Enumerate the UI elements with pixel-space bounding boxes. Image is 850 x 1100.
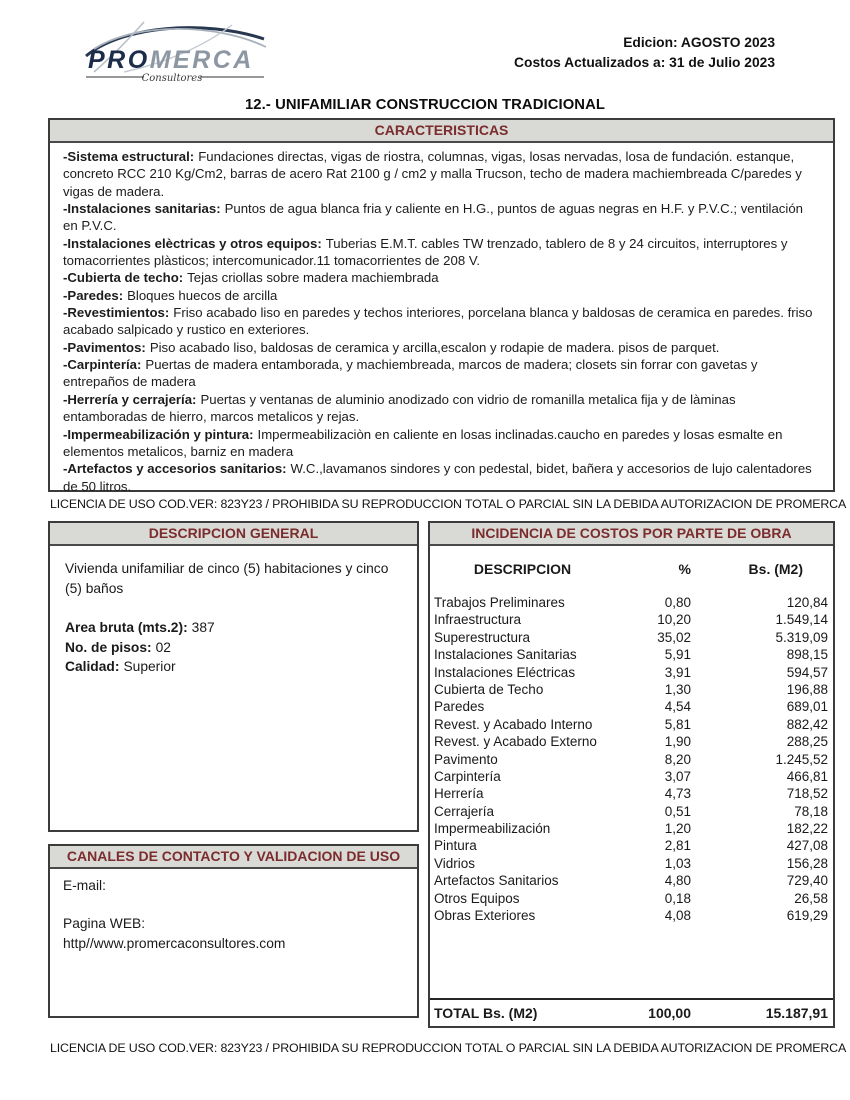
- table-row: [430, 872, 833, 889]
- table-row: [430, 785, 833, 802]
- table-row: [430, 803, 833, 820]
- row-percent: 4,73: [664, 786, 691, 802]
- contacto-header: CANALES DE CONTACTO Y VALIDACION DE USO: [50, 846, 417, 869]
- descripcion-general-section: [48, 521, 419, 832]
- caracteristica-text: Tuberias E.M.T. cables TW trenzado, tablero de 8 y 24 circuitos, interruptores y tomacorrientes plàsticos; intercomunicador.11 tomacorrientes de 208 V.: [63, 235, 788, 269]
- caracteristica-item: [63, 356, 820, 391]
- row-descripcion: Instalaciones Sanitarias: [434, 647, 577, 663]
- costs-total-row: [430, 998, 833, 1026]
- row-bs: 427,08: [786, 838, 828, 854]
- caracteristica-text: Puntos de agua blanca fria y caliente en H.G., puntos de aguas negras en H.F. y P.V.C.; ventilación en P.V.C.: [63, 201, 804, 234]
- row-descripcion: Paredes: [434, 699, 485, 715]
- caracteristica-item: [63, 200, 820, 235]
- caracteristica-text: Friso acabado liso en paredes y techos interiores, porcelana blanca y baldosas de ceramica en paredes. friso acabado salpicado y rustico en exteriores.: [63, 305, 813, 338]
- row-percent: 4,08: [664, 908, 691, 924]
- field-label: Area bruta (mts.2):: [65, 620, 188, 635]
- incidencia-costos-section: [428, 521, 835, 1028]
- caracteristica-text: Puertas y ventanas de aluminio anodizado con vidrio de romanilla metalica fija y de làminas entamboradas de hierro, marcos metalicos y rejas.: [63, 391, 736, 425]
- caracteristica-label: -Artefactos y accesorios sanitarios:: [63, 461, 287, 477]
- table-row: [430, 890, 833, 907]
- row-descripcion: Revest. y Acabado Externo: [434, 734, 597, 750]
- caracteristica-label: -Paredes:: [63, 287, 124, 303]
- caracteristica-text: Piso acabado liso, baldosas de ceramica y arcilla,escalon y rodapie de madera. pisos de parquet.: [149, 339, 720, 355]
- table-row: [430, 907, 833, 924]
- caracteristica-item: [63, 235, 820, 270]
- descripcion-field: [65, 657, 402, 677]
- row-bs: 78,18: [794, 803, 828, 819]
- row-percent: 1,30: [664, 681, 691, 697]
- caracteristica-text: Tejas criollas sobre madera machiembrada: [187, 270, 439, 286]
- caracteristica-label: -Cubierta de techo:: [63, 270, 184, 286]
- row-bs: 466,81: [786, 768, 828, 784]
- row-percent: 1,90: [664, 734, 691, 750]
- row-descripcion: Impermeabilización: [434, 821, 551, 837]
- row-descripcion: Superestructura: [434, 629, 531, 645]
- table-row: [430, 768, 833, 785]
- descripcion-fields: [65, 618, 402, 677]
- row-percent: 3,07: [664, 768, 691, 784]
- caracteristicas-header: CARACTERISTICAS: [50, 120, 833, 143]
- web-url: http//www.promercaconsultores.com: [63, 935, 286, 951]
- row-bs: 594,57: [786, 664, 828, 680]
- caracteristica-text: Bloques huecos de arcilla: [127, 287, 278, 303]
- table-row: [430, 855, 833, 872]
- column-header-descripcion: DESCRIPCION: [473, 561, 572, 577]
- row-percent: 8,20: [664, 751, 691, 767]
- row-percent: 1,03: [664, 855, 691, 871]
- row-descripcion: Herrería: [434, 786, 484, 802]
- column-header-percent: %: [678, 561, 691, 577]
- total-bs: 15.187,91: [765, 1005, 828, 1021]
- row-percent: 1,20: [664, 821, 691, 837]
- table-row: [430, 820, 833, 837]
- row-bs: 1.549,14: [775, 612, 828, 628]
- table-row: [430, 681, 833, 698]
- caracteristica-item: [63, 339, 820, 356]
- row-descripcion: Instalaciones Eléctricas: [434, 664, 576, 680]
- row-percent: 0,51: [664, 803, 691, 819]
- table-row: [430, 716, 833, 733]
- logo-wordmark: PROMERCA: [88, 46, 254, 74]
- column-header-bs: Bs. (M2): [748, 561, 803, 577]
- web-label: Pagina WEB:: [63, 916, 146, 932]
- row-percent: 5,91: [664, 647, 691, 663]
- caracteristica-item: [63, 460, 820, 495]
- caracteristica-item: [63, 287, 820, 304]
- row-bs: 182,22: [786, 821, 828, 837]
- email-label: E-mail:: [63, 878, 106, 893]
- field-value: Superior: [123, 659, 176, 674]
- row-bs: 5.319,09: [775, 629, 828, 645]
- row-descripcion: Pintura: [434, 838, 477, 854]
- table-row: [430, 733, 833, 750]
- license-notice-bottom: LICENCIA DE USO COD.VER: 823Y23 / PROHIBIDA SU REPRODUCCION TOTAL O PARCIAL SIN LA DEBIDA AUTORIZACION DE PROMERCA: [50, 1041, 847, 1055]
- table-row: [430, 629, 833, 646]
- descripcion-general-header: DESCRIPCION GENERAL: [50, 523, 417, 546]
- caracteristica-text: Puertas de madera entamborada, y machiembreada, marcos de madera; closets sin forrar con gavetas y entrepaños de madera: [63, 357, 758, 390]
- row-percent: 4,80: [664, 873, 691, 889]
- row-descripcion: Revest. y Acabado Interno: [434, 716, 593, 732]
- caracteristica-item: [63, 426, 820, 461]
- field-value: 02: [155, 639, 171, 655]
- total-percent: 100,00: [648, 1005, 691, 1021]
- row-percent: 5,81: [664, 716, 691, 732]
- row-percent: 0,80: [664, 595, 691, 610]
- row-descripcion: Otros Equipos: [434, 890, 520, 906]
- dwelling-description: Vivienda unifamiliar de cinco (5) habitaciones y cinco (5) baños: [65, 561, 389, 596]
- table-row: [430, 837, 833, 854]
- row-descripcion: Infraestructura: [434, 612, 522, 628]
- caracteristica-label: -Pavimentos:: [63, 339, 146, 355]
- caracteristica-item: [63, 148, 820, 200]
- row-percent: 0,18: [664, 890, 691, 906]
- row-percent: 10,20: [657, 612, 691, 628]
- row-percent: 2,81: [664, 838, 691, 854]
- caracteristica-label: -Sistema estructural:: [63, 149, 195, 164]
- field-label: Calidad:: [65, 659, 120, 674]
- caracteristica-text: Impermeabilizaciòn en caliente en losas inclinadas.caucho en paredes y losas esmalte en elementos metalicos, barniz en madera: [63, 426, 783, 459]
- row-bs: 196,88: [786, 681, 828, 697]
- total-label: TOTAL Bs. (M2): [434, 1005, 538, 1021]
- caracteristica-label: -Revestimientos:: [63, 305, 170, 321]
- costs-updated-line: Costos Actualizados a: 31 de Julio 2023: [514, 55, 775, 70]
- row-descripcion: Cubierta de Techo: [434, 681, 544, 697]
- field-label: No. de pisos:: [65, 639, 152, 655]
- table-row: [430, 594, 833, 611]
- row-percent: 35,02: [657, 629, 691, 645]
- descripcion-field: [65, 638, 402, 658]
- license-notice-top: LICENCIA DE USO COD.VER: 823Y23 / PROHIBIDA SU REPRODUCCION TOTAL O PARCIAL SIN LA DEBIDA AUTORIZACION DE PROMERCA: [50, 497, 847, 511]
- incidencia-header: INCIDENCIA DE COSTOS POR PARTE DE OBRA: [430, 523, 833, 546]
- table-row: [430, 698, 833, 715]
- promerca-logo-graphic: [82, 18, 272, 88]
- row-bs: 619,29: [786, 908, 828, 924]
- row-descripcion: Cerrajería: [434, 803, 495, 819]
- caracteristica-item: [63, 391, 820, 426]
- row-bs: 288,25: [786, 734, 828, 750]
- row-descripcion: Vidrios: [434, 855, 476, 871]
- row-bs: 882,42: [786, 716, 828, 732]
- row-percent: 3,91: [664, 664, 691, 680]
- edition-info: [514, 33, 775, 73]
- descripcion-field: [65, 618, 402, 638]
- table-row: [430, 751, 833, 768]
- edition-line: Edicion: AGOSTO 2023: [623, 35, 775, 50]
- row-bs: 120,84: [786, 595, 828, 610]
- contacto-body: [50, 869, 417, 960]
- table-row: [430, 611, 833, 628]
- table-row: [430, 646, 833, 663]
- caracteristica-text: W.C.,lavamanos sindores y con pedestal, bidet, bañera y accesorios de lujo calentadores de 50 litros.: [63, 461, 812, 494]
- row-descripcion: Trabajos Preliminares: [434, 595, 565, 610]
- caracteristica-item: [63, 304, 820, 339]
- caracteristica-label: -Impermeabilización y pintura:: [63, 426, 254, 442]
- caracteristica-label: -Carpintería:: [63, 357, 142, 373]
- caracteristica-label: -Instalaciones sanitarias:: [63, 201, 221, 217]
- costs-table-header: [430, 559, 833, 579]
- row-bs: 729,40: [786, 873, 828, 889]
- row-bs: 156,28: [786, 855, 828, 871]
- contacto-section: [48, 844, 419, 1018]
- costs-table-rows: [430, 594, 833, 924]
- logo-subtitle: Consultores: [141, 73, 203, 84]
- row-descripcion: Artefactos Sanitarios: [434, 873, 559, 889]
- row-bs: 898,15: [786, 647, 828, 663]
- caracteristica-text: Fundaciones directas, vigas de riostra, columnas, vigas, losas nervadas, losa de fundación. estanque, concreto RCC 210 Kg/Cm2, barras de acero Rat 2100 g / cm2 y malla Trucson, techo de madera machiembreada C/paredes y vigas de madera.: [63, 149, 802, 199]
- descripcion-general-body: [50, 546, 417, 690]
- row-descripcion: Obras Exteriores: [434, 908, 536, 924]
- page-title: 12.- UNIFAMILIAR CONSTRUCCION TRADICIONAL: [244, 97, 606, 113]
- field-value: 387: [191, 620, 215, 635]
- table-row: [430, 664, 833, 681]
- row-percent: 4,54: [664, 699, 691, 715]
- caracteristica-item: [63, 269, 820, 286]
- caracteristicas-body: [50, 143, 833, 495]
- row-bs: 1.245,52: [775, 751, 828, 767]
- row-bs: 718,52: [786, 786, 828, 802]
- row-bs: 689,01: [786, 699, 828, 715]
- caracteristicas-section: [48, 118, 835, 492]
- row-descripcion: Pavimento: [434, 751, 498, 767]
- row-descripcion: Carpintería: [434, 768, 501, 784]
- caracteristica-label: -Instalaciones elèctricas y otros equipos:: [63, 235, 322, 251]
- caracteristica-label: -Herrería y cerrajería:: [63, 391, 197, 407]
- promerca-logo: [82, 18, 272, 88]
- row-bs: 26,58: [794, 890, 828, 906]
